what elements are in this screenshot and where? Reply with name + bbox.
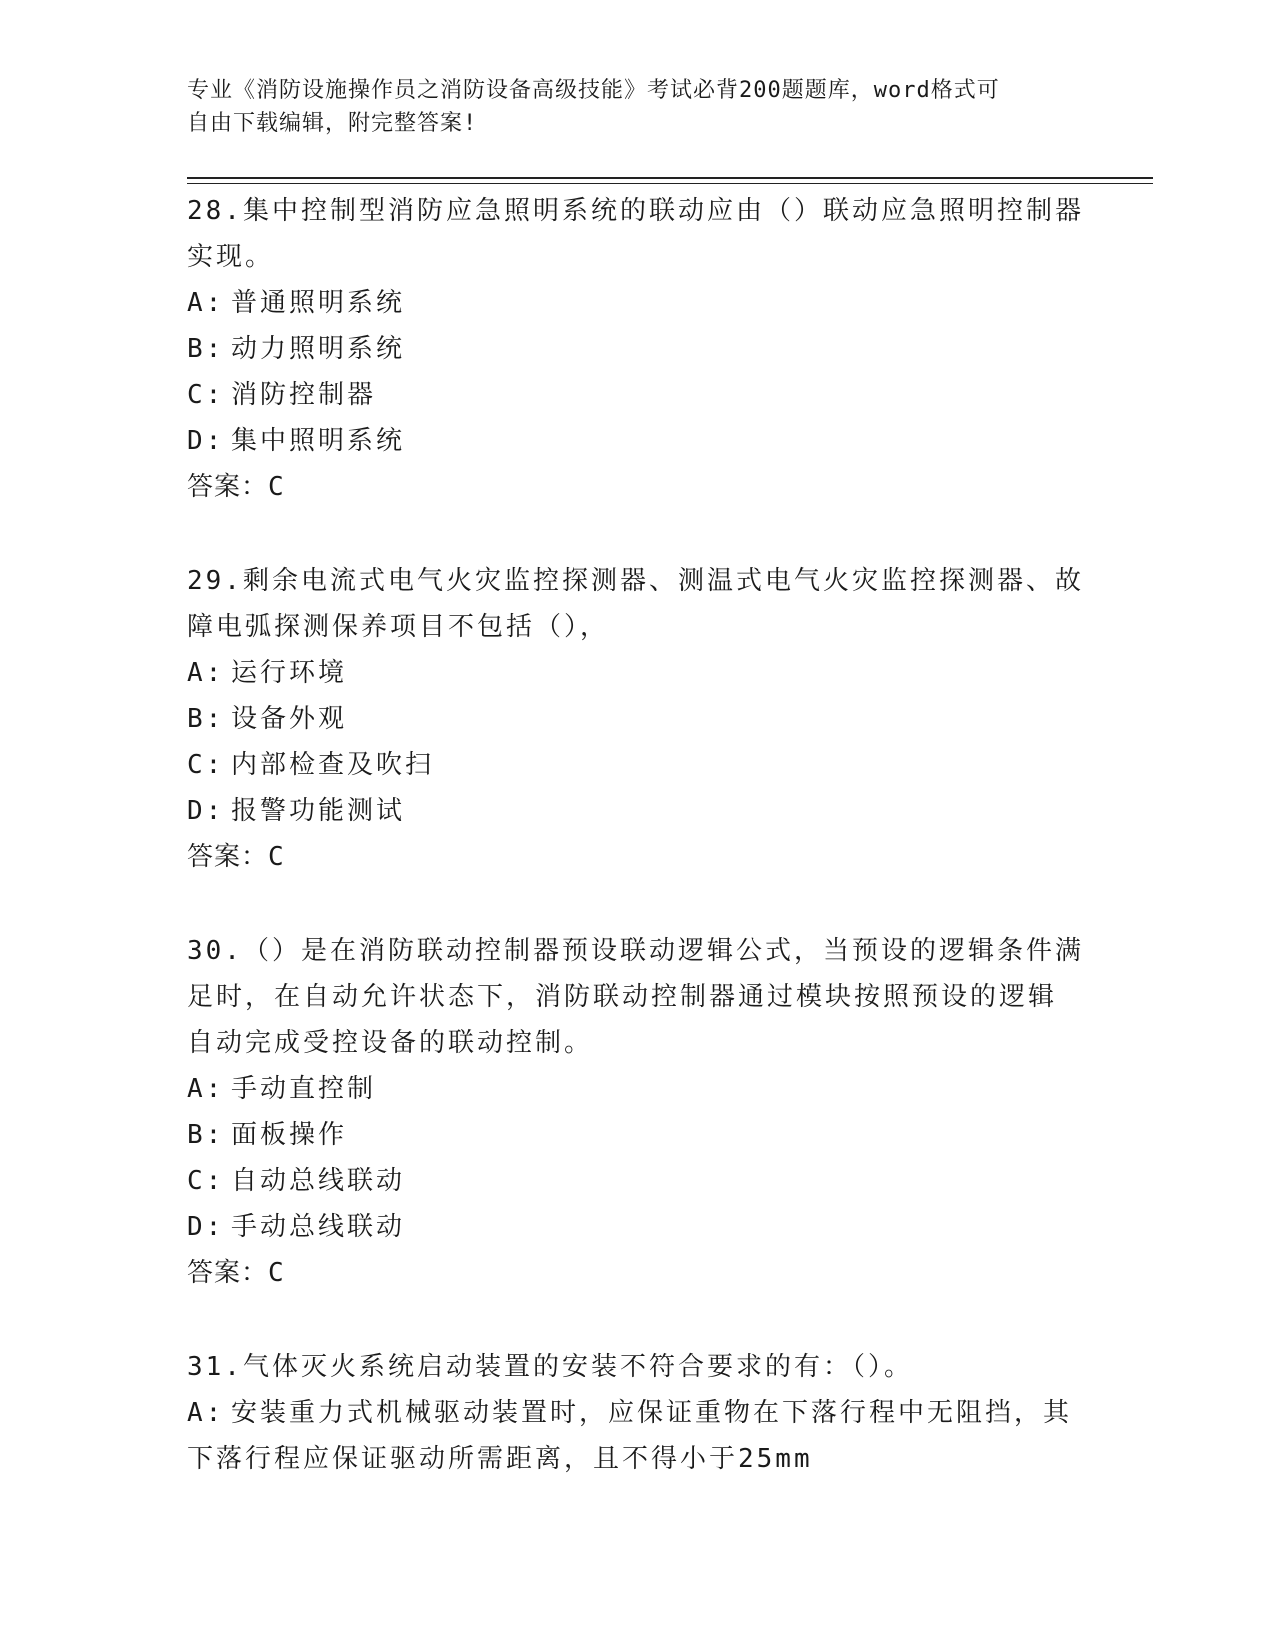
option-text: 设备外观	[231, 704, 348, 734]
option-a	[187, 650, 1087, 696]
header-line-2: 自由下载编辑，附完整答案!	[187, 111, 478, 136]
option-text: 面板操作	[231, 1120, 348, 1150]
option-b	[187, 696, 1087, 742]
question-30	[187, 928, 1087, 1296]
option-key: D:	[187, 1212, 225, 1242]
answer-value: C	[268, 842, 285, 872]
option-c	[187, 372, 1087, 418]
stem-line: 障电弧探测保养项目不包括（），	[187, 612, 610, 642]
answer-value: C	[268, 1258, 285, 1288]
option-key: C:	[187, 1166, 225, 1196]
stem-line: 29.剩余电流式电气火灾监控探测器、测温式电气火灾监控探测器、故	[187, 566, 1084, 596]
option-key: A:	[187, 1398, 225, 1428]
option-c	[187, 742, 1087, 788]
option-text: 下落行程应保证驱动所需距离，且不得小于25mm	[187, 1444, 813, 1474]
option-text: 安装重力式机械驱动装置时，应保证重物在下落行程中无阻挡，其	[231, 1398, 1073, 1428]
option-d	[187, 1204, 1087, 1250]
stem-line: 30.（）是在消防联动控制器预设联动逻辑公式，当预设的逻辑条件满	[187, 936, 1084, 966]
question-stem	[187, 928, 1087, 1066]
question-stem	[187, 188, 1087, 280]
option-key: B:	[187, 1120, 225, 1150]
header-divider-thick	[187, 177, 1153, 179]
option-a	[187, 1066, 1087, 1112]
option-text: 消防控制器	[231, 380, 377, 410]
question-stem	[187, 558, 1087, 650]
question-stem	[187, 1344, 1087, 1390]
stem-line: 足时，在自动允许状态下，消防联动控制器通过模块按照预设的逻辑	[187, 982, 1058, 1012]
option-key: D:	[187, 426, 225, 456]
option-text: 动力照明系统	[231, 334, 406, 364]
header-line-1: 专业《消防设施操作员之消防设备高级技能》考试必背200题题库，word格式可	[187, 78, 1000, 103]
question-28	[187, 188, 1087, 510]
option-a	[187, 280, 1087, 326]
answer-line	[187, 1250, 1087, 1296]
stem-line: 28.集中控制型消防应急照明系统的联动应由（）联动应急照明控制器	[187, 196, 1084, 226]
option-key: C:	[187, 750, 225, 780]
answer-label: 答案：	[187, 842, 269, 872]
option-key: A:	[187, 288, 225, 318]
option-c	[187, 1158, 1087, 1204]
option-d	[187, 418, 1087, 464]
answer-label: 答案：	[187, 1258, 269, 1288]
question-31	[187, 1344, 1087, 1482]
stem-line: 自动完成受控设备的联动控制。	[187, 1028, 594, 1058]
option-b	[187, 1112, 1087, 1158]
answer-line	[187, 834, 1087, 880]
answer-line	[187, 464, 1087, 510]
stem-line: 31.气体灭火系统启动装置的安装不符合要求的有：（）。	[187, 1352, 913, 1382]
option-key: C:	[187, 380, 225, 410]
option-text: 内部检查及吹扫	[231, 750, 435, 780]
option-text: 运行环境	[231, 658, 348, 688]
header-divider-thin	[187, 183, 1153, 184]
option-key: B:	[187, 334, 225, 364]
option-d	[187, 788, 1087, 834]
option-text: 手动直控制	[231, 1074, 377, 1104]
option-b	[187, 326, 1087, 372]
question-29	[187, 558, 1087, 880]
option-a-continuation	[187, 1436, 1087, 1482]
question-list	[187, 188, 1087, 1530]
option-text: 手动总线联动	[231, 1212, 406, 1242]
option-key: D:	[187, 796, 225, 826]
option-text: 集中照明系统	[231, 426, 406, 456]
option-key: A:	[187, 1074, 225, 1104]
option-text: 普通照明系统	[231, 288, 406, 318]
stem-line: 实现。	[187, 242, 275, 272]
answer-label: 答案：	[187, 472, 269, 502]
document-header	[187, 74, 1067, 140]
option-text: 自动总线联动	[231, 1166, 406, 1196]
option-a	[187, 1390, 1087, 1436]
option-text: 报警功能测试	[231, 796, 406, 826]
option-key: A:	[187, 658, 225, 688]
option-key: B:	[187, 704, 225, 734]
answer-value: C	[268, 472, 285, 502]
